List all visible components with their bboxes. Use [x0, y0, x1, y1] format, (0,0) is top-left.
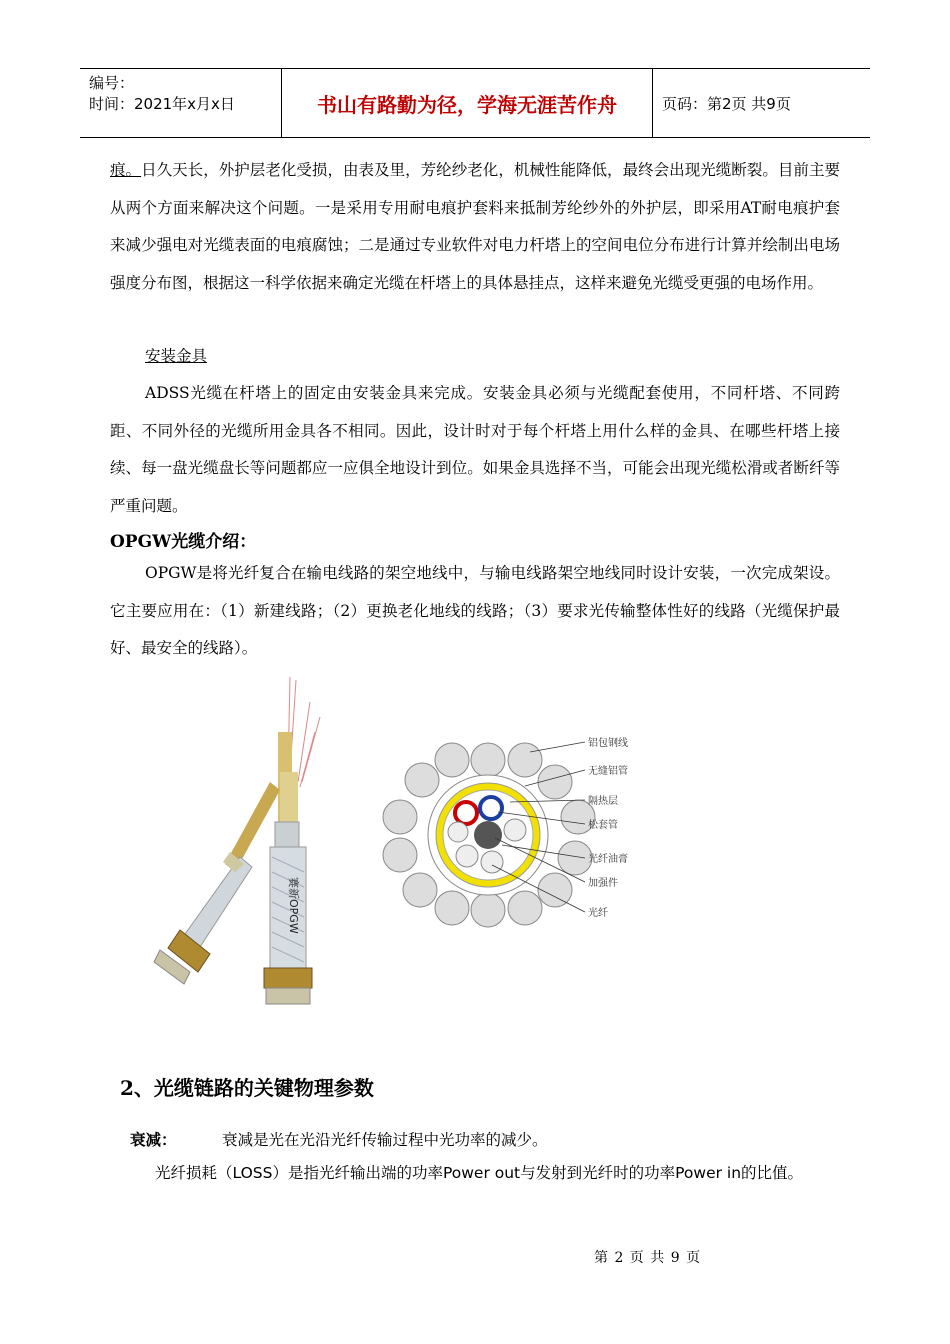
opgw-heading: OPGW光缆介绍： — [110, 532, 257, 552]
paragraph-tracking — [110, 152, 840, 302]
label-strength: 加强件 — [588, 878, 618, 889]
paragraph-text: 日久天长，外护层老化受损，由表及里，芳纶纱老化，机械性能降低，最终会出现光缆断裂。目前主要从两个方面来解决这个问题。一是采用专用耐电痕护套料来抵制芳纶纱外的外护层，即采用AT耐电痕护套来减少强电对光缆表面的电痕腐蚀；二是通过专业软件对电力杆塔上的空间电位分布进行计算并绘制出电场强度分布图，根据这一科学依据来确定光缆在杆塔上的具体悬挂点，这样来避免光缆受更强的电场作用。 — [110, 161, 840, 292]
label-insulation: 隔热层 — [588, 796, 618, 807]
underlined-text: 痕。 — [110, 161, 142, 179]
paragraph-opgw: OPGW是将光纤复合在输电线路的架空地线中，与输电线路架空地线同时设计安装，一次完成架设。它主要应用在：（1）新建线路；（2）更换老化地线的线路；（3）要求光传输整体性好的线路（光缆保护最好、最安全的线路）。 — [110, 564, 840, 657]
label-gel: 光纤油膏 — [588, 854, 628, 865]
page-header — [80, 68, 870, 138]
attenuation-text: 衰减是光在光沿光纤传输过程中光功率的减少。 — [222, 1131, 548, 1149]
section-heading: 2、光缆链路的关键物理参数 — [120, 1076, 374, 1100]
label-loose-tube: 松套管 — [588, 820, 618, 831]
number-label: 编号： — [89, 74, 135, 92]
fitting-title-text: 安装金具 — [145, 347, 208, 365]
loss-text: 光纤损耗（LOSS）是指光纤输出端的功率Power out与发射到光纤时的功率Power in的比值。 — [155, 1164, 804, 1182]
time-label: 时间：2021年x月x日 — [89, 95, 235, 113]
paragraph-fitting: ADSS光缆在杆塔上的固定由安装金具来完成。安装金具必须与光缆配套使用，不同杆塔、不同跨距、不同外径的光缆所用金具各不相同。因此，设计时对于每个杆塔上用什么样的金具、在哪些杆塔上接续、每一盘光缆盘长等问题都应一应俱全地设计到位。如果金具选择不当，可能会出现光缆松滑或者断纤等严重问题。 — [110, 384, 840, 515]
opgw-cable-photo — [140, 672, 340, 1012]
fitting-title — [145, 338, 445, 376]
label-tube: 无缝铝管 — [588, 766, 628, 777]
attenuation-label: 衰减： — [130, 1130, 177, 1149]
label-steel: 铝包钢线 — [588, 738, 628, 749]
opgw-cross-section — [370, 720, 660, 930]
header-info — [80, 69, 282, 137]
page-footer: 第 2 页 共 9 页 — [594, 1250, 702, 1266]
header-motto: 书山有路勤为径，学海无涯苦作舟 — [282, 69, 653, 137]
header-page-label: 页码：第2页 共9页 — [662, 94, 791, 113]
cable-print-label: 赛新OPGW — [287, 877, 300, 934]
label-fiber: 光纤 — [588, 908, 608, 919]
